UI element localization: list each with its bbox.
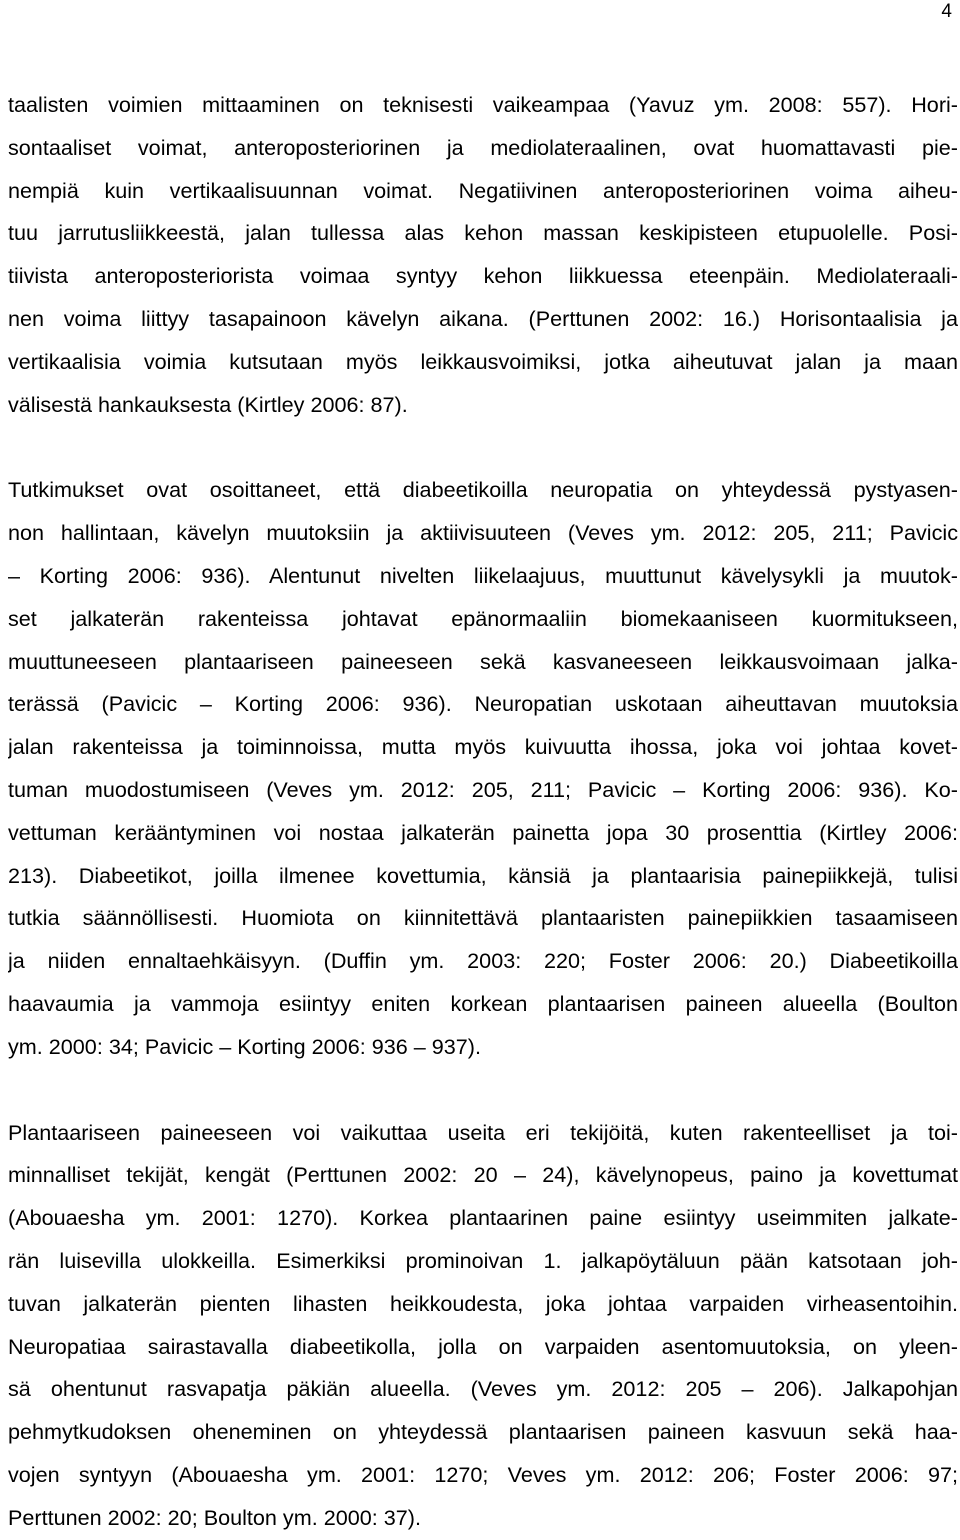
text-line: terässä (Pavicic – Korting 2006: 936). Neuropatian uskotaan aiheuttavan muutoksia xyxy=(8,691,958,717)
text-line: 213). Diabeetikot, joilla ilmenee kovettumia, känsiä ja plantaarisia painepiikkejä, tulisi xyxy=(8,862,958,888)
text-line: Tutkimukset ovat osoittaneet, että diabeetikoilla neuropatia on yhteydessä pystyasen- xyxy=(8,477,958,503)
text-line: non hallintaan, kävelyn muutoksiin ja aktiivisuuteen (Veves ym. 2012: 205, 211; Pavicic xyxy=(8,520,958,546)
text-line: nen voima liittyy tasapainoon kävelyn aikana. (Perttunen 2002: 16.) Horisontaalisia ja xyxy=(8,305,958,331)
text-line: ym. 2000: 34; Pavicic – Korting 2006: 936 – 937). xyxy=(8,1033,481,1059)
text-line: tuu jarrutusliikkeestä, jalan tullessa alas kehon massan keskipisteen etupuolelle. Posi- xyxy=(8,220,958,246)
text-line: vertikaalisia voimia kutsutaan myös leikkausvoimiksi, jotka aiheutuvat jalan ja maan xyxy=(8,348,958,374)
text-line: ja niiden ennaltaehkäisyyn. (Duffin ym. 2003: 220; Foster 2006: 20.) Diabeetikoilla xyxy=(8,948,958,974)
text-line: (Abouaesha ym. 2001: 1270). Korkea plantaarinen paine esiintyy useimmiten jalkate- xyxy=(8,1205,958,1231)
paragraph-diabetic-neuropathy xyxy=(8,469,958,1068)
text-line: set jalkaterän rakenteissa johtavat epänormaaliin biomekaaniseen kuormitukseen, xyxy=(8,605,958,631)
text-line: taalisten voimien mittaaminen on teknisesti vaikeampaa (Yavuz ym. 2008: 557). Hori- xyxy=(8,92,958,117)
text-line: pehmytkudoksen oheneminen on yhteydessä plantaarisen paineen kasvuun sekä haa- xyxy=(8,1419,958,1445)
text-line: tuvan jalkaterän pienten lihasten heikkoudesta, joka johtaa varpaiden virheasentoihin. xyxy=(8,1290,958,1316)
text-line: vojen syntyyn (Abouaesha ym. 2001: 1270; Veves ym. 2012: 206; Foster 2006: 97; xyxy=(8,1461,958,1487)
text-line: tutkia säännöllisesti. Huomiota on kiinnitettävä plantaaristen painepiikkien tasaamiseen xyxy=(8,905,958,931)
text-line: vettuman kerääntyminen voi nostaa jalkaterän painetta jopa 30 prosenttia (Kirtley 2006: xyxy=(8,819,958,845)
text-line: tiivista anteroposteriorista voimaa syntyy kehon liikkuessa eteenpäin. Mediolateraali- xyxy=(8,263,958,289)
text-line: Neuropatiaa sairastavalla diabeetikolla, jolla on varpaiden asentomuutoksia, on yleen- xyxy=(8,1333,958,1359)
text-line: jalan rakenteissa ja toiminnoissa, mutta myös kuivuutta ihossa, joka voi johtaa kovet- xyxy=(8,734,958,760)
text-line: rän luisevilla ulokkeilla. Esimerkiksi prominoivan 1. jalkapöytäluun pään katsotaan joh- xyxy=(8,1247,958,1273)
text-line: minnalliset tekijät, kengät (Perttunen 2002: 20 – 24), kävelynopeus, paino ja kovettumat xyxy=(8,1162,958,1188)
page-body xyxy=(8,84,958,1540)
page-number: 4 xyxy=(941,1,952,22)
paragraph-force-measurement xyxy=(8,84,958,426)
text-line: Plantaariseen paineeseen voi vaikuttaa useita eri tekijöitä, kuten rakenteelliset ja toi- xyxy=(8,1119,958,1145)
text-line: välisestä hankauksesta (Kirtley 2006: 87). xyxy=(8,391,408,417)
text-line: sä ohentunut rasvapatja päkiän alueella. (Veves ym. 2012: 205 – 206). Jalkapohjan xyxy=(8,1376,958,1402)
text-line: tuman muodostumiseen (Veves ym. 2012: 205, 211; Pavicic – Korting 2006: 936). Ko- xyxy=(8,776,958,802)
paragraph-plantar-pressure xyxy=(8,1112,958,1540)
text-line: nempiä kuin vertikaalisuunnan voimat. Negatiivinen anteroposteriorinen voima aiheu- xyxy=(8,177,958,203)
text-line: sontaaliset voimat, anteroposteriorinen ja mediolateraalinen, ovat huomattavasti pie- xyxy=(8,134,958,160)
text-line: – Korting 2006: 936). Alentunut nivelten liikelaajuus, muuttunut kävelysykli ja muutok- xyxy=(8,562,958,588)
text-line: Perttunen 2002: 20; Boulton ym. 2000: 37). xyxy=(8,1504,421,1530)
text-line: haavaumia ja vammoja esiintyy eniten korkean plantaarisen paineen alueella (Boulton xyxy=(8,990,958,1016)
text-line: muuttuneeseen plantaariseen paineeseen sekä kasvaneeseen leikkausvoimaan jalka- xyxy=(8,648,958,674)
